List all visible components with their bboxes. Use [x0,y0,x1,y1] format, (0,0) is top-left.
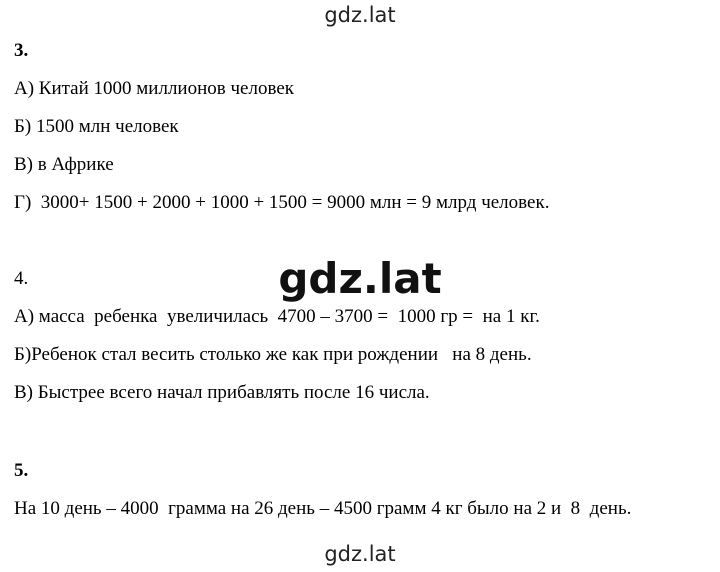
watermark-top: gdz.lat [324,3,396,27]
task-3-answer-v: В) в Африке [14,154,114,175]
task-4-answer-b: Б)Ребенок стал весить столько же как при рождении на 8 день. [14,344,532,365]
task-4-number: 4. [14,268,29,289]
task-5-answer: На 10 день – 4000 грамма на 26 день – 4500 грамм 4 кг было на 2 и 8 день. [14,498,632,519]
task-4-answer-a: А) масса ребенка увеличилась 4700 – 3700 = 1000 гр = на 1 кг. [14,306,540,327]
task-4-answer-v: В) Быстрее всего начал прибавлять после 16 числа. [14,382,430,403]
watermark-bottom: gdz.lat [324,542,396,566]
task-3-answer-g: Г) 3000+ 1500 + 2000 + 1000 + 1500 = 9000 млн = 9 млрд человек. [14,192,550,213]
task-3-number: 3. [14,40,29,61]
task-3-answer-b: Б) 1500 млн человек [14,116,179,137]
task-3-answer-a: А) Китай 1000 миллионов человек [14,78,294,99]
task-5-number: 5. [14,460,29,481]
watermark-middle: gdz.lat [278,254,442,303]
